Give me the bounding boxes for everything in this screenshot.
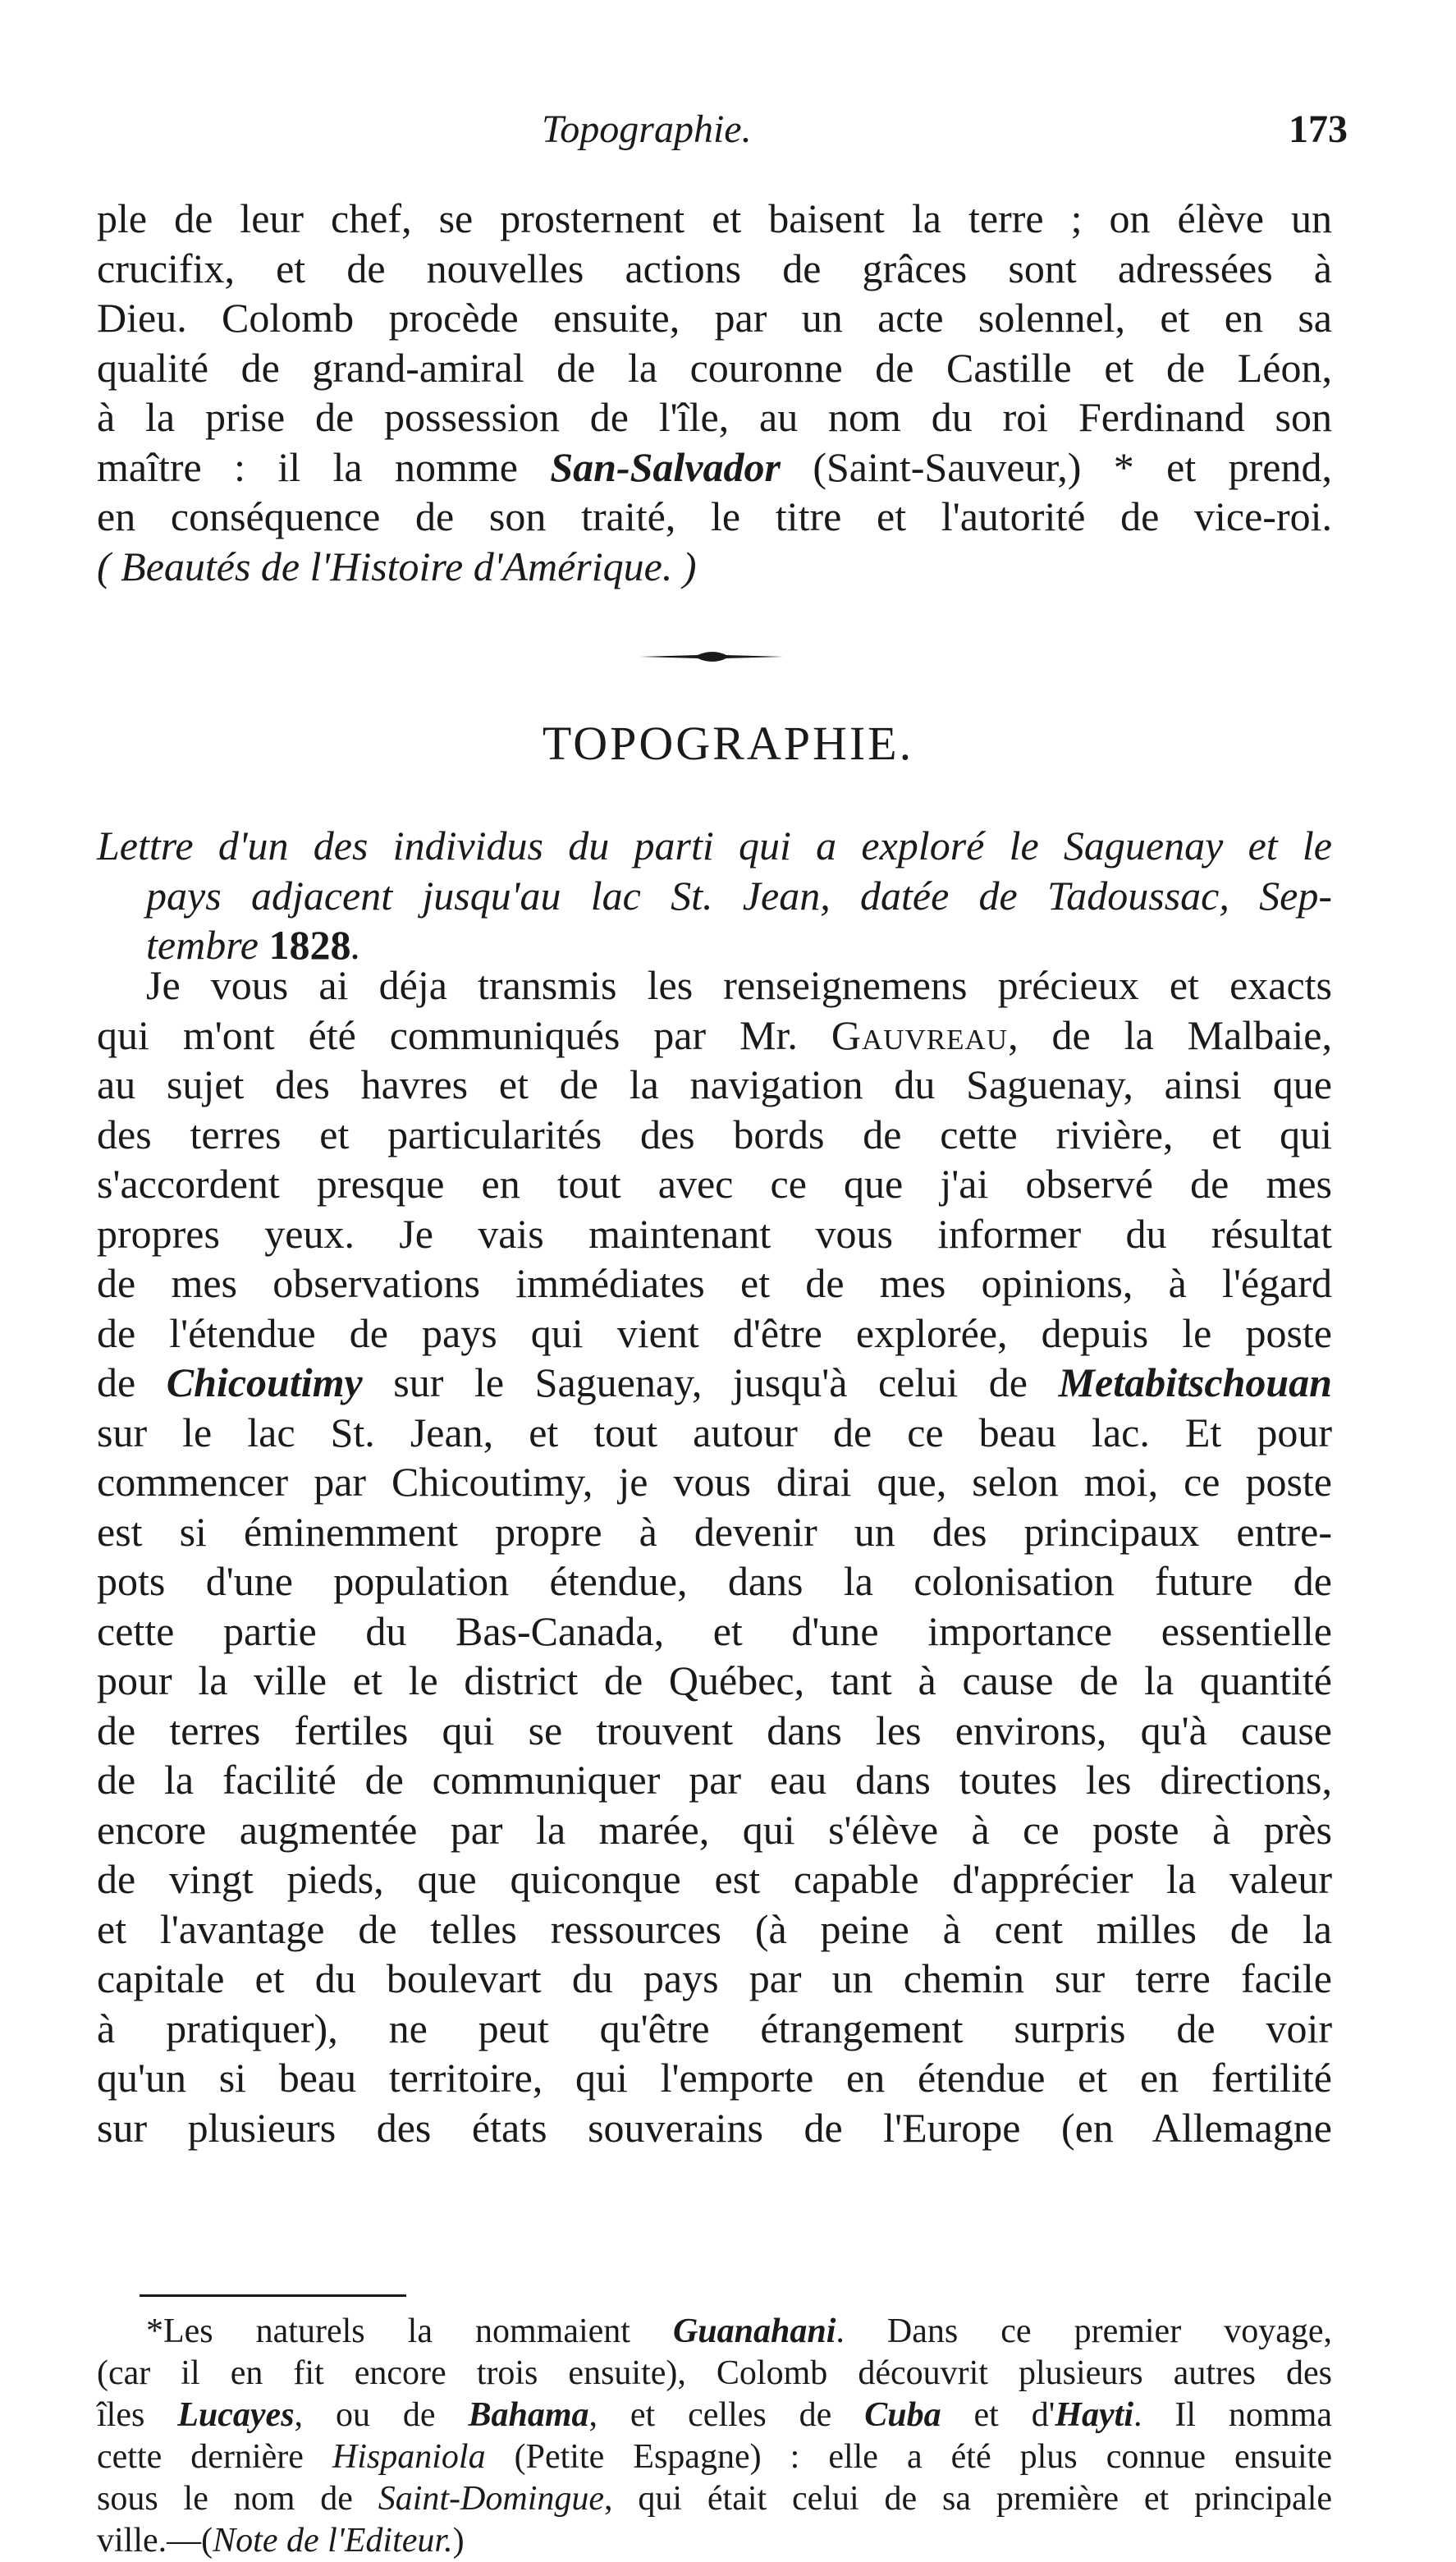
footnote-line: ville.—(Note de l'Editeur.) bbox=[97, 2522, 465, 2560]
editor-note: Note de l'Editeur. bbox=[213, 2522, 453, 2560]
text-line: Je vous ai déja transmis les renseignemens précieux et exacts bbox=[146, 962, 1332, 1008]
place-name-guanahani: Guanahani bbox=[672, 2312, 836, 2350]
text-line: et l'avantage de telles ressources (à peine à cent milles de la bbox=[97, 1905, 1332, 1952]
text-line: au sujet des havres et de la navigation du Saguenay, ainsi que bbox=[97, 1061, 1332, 1107]
text-line: pots d'une population étendue, dans la colonisation future de bbox=[97, 1558, 1332, 1604]
place-name-san-salvador: San-Salvador bbox=[550, 443, 781, 490]
heading-line: Lettre d'un des individus du parti qui a exploré le Saguenay et le bbox=[97, 823, 1332, 869]
running-title: Topographie. bbox=[542, 108, 752, 151]
place-name-saint-domingue: Saint-Domingue bbox=[378, 2480, 605, 2518]
text-line: qualité de grand-amiral de la couronne de Castille et de Léon, bbox=[97, 344, 1332, 391]
footnote-line: îles Lucayes, ou de Bahama, et celles de Cuba et d'Hayti. Il nomma bbox=[97, 2396, 1332, 2434]
text-line: de vingt pieds, que quiconque est capable d'apprécier la valeur bbox=[97, 1856, 1332, 1902]
text-line: s'accordent presque en tout avec ce que j'ai observé de mes bbox=[97, 1161, 1332, 1207]
text-line: qu'un si beau territoire, qui l'emporte en étendue et en fertilité bbox=[97, 2055, 1332, 2101]
text-line: sur plusieurs des états souverains de l'Europe (en Allemagne bbox=[97, 2104, 1332, 2151]
page-number: 173 bbox=[1289, 108, 1348, 151]
place-name-cuba: Cuba bbox=[864, 2396, 941, 2434]
footnote-line: *Les naturels la nommaient Guanahani. Dans ce premier voyage, bbox=[146, 2312, 1332, 2350]
text-line: encore augmentée par la marée, qui s'élève à ce poste à près bbox=[97, 1806, 1332, 1853]
text-line: maître : il la nomme San-Salvador (Saint-Sauveur,) * et prend, bbox=[97, 443, 1332, 490]
letter-heading bbox=[97, 821, 1332, 970]
text-line: capitale et du boulevart du pays par un chemin sur terre facile bbox=[97, 1955, 1332, 2001]
person-name-gauvreau: Gauvreau bbox=[831, 1011, 1009, 1058]
text-line: en conséquence de son traité, le titre et l'autorité de vice-roi. bbox=[97, 493, 1332, 539]
text-line: pour la ville et le district de Québec, tant à cause de la quantité bbox=[97, 1657, 1332, 1703]
running-head bbox=[0, 107, 1456, 164]
place-name-chicoutimy: Chicoutimy bbox=[166, 1359, 363, 1405]
text-line: crucifix, et de nouvelles actions de grâces sont adressées à bbox=[97, 245, 1332, 291]
text-line: de l'étendue de pays qui vient d'être explorée, depuis le poste bbox=[97, 1309, 1332, 1356]
footnote-line: cette dernière Hispaniola (Petite Espagne) : elle a été plus connue ensuite bbox=[97, 2438, 1332, 2476]
footnote-rule bbox=[140, 2294, 406, 2297]
place-name-hispaniola: Hispaniola bbox=[332, 2438, 486, 2476]
text-line: qui m'ont été communiqués par Mr. Gauvreau, de la Malbaie, bbox=[97, 1011, 1332, 1058]
text-line: à la prise de possession de l'île, au nom du roi Ferdinand son bbox=[97, 394, 1332, 440]
text-line: à pratiquer), ne peut qu'être étrangement surpris de voir bbox=[97, 2005, 1332, 2051]
footnote-line: (car il en fit encore trois ensuite), Colomb découvrit plusieurs autres des bbox=[97, 2354, 1332, 2392]
text-line: de Chicoutimy sur le Saguenay, jusqu'à celui de Metabitschouan bbox=[97, 1359, 1332, 1405]
text-line: sur le lac St. Jean, et tout autour de ce beau lac. Et pour bbox=[97, 1409, 1332, 1455]
footnote-line: sous le nom de Saint-Domingue, qui était celui de sa première et principale bbox=[97, 2480, 1332, 2518]
text-line: de terres fertiles qui se trouvent dans les environs, qu'à cause bbox=[97, 1707, 1332, 1753]
text-line: cette partie du Bas-Canada, et d'une importance essentielle bbox=[97, 1607, 1332, 1654]
place-name-lucayes: Lucayes bbox=[177, 2396, 295, 2434]
text-line: de mes observations immédiates et de mes opinions, à l'égard bbox=[97, 1260, 1332, 1306]
text-line: de la facilité de communiquer par eau dans toutes les directions, bbox=[97, 1757, 1332, 1803]
footnote bbox=[97, 2311, 1332, 2562]
place-name-hayti: Hayti bbox=[1055, 2396, 1134, 2434]
continuation-paragraph bbox=[97, 194, 1332, 591]
text-line: commencer par Chicoutimy, je vous dirai que, selon moi, ce poste bbox=[97, 1459, 1332, 1505]
place-name-bahama: Bahama bbox=[468, 2396, 589, 2434]
text-line: Dieu. Colomb procède ensuite, par un acte solennel, et en sa bbox=[97, 295, 1332, 341]
heading-year: 1828 bbox=[268, 922, 351, 968]
source-citation: ( Beautés de l'Histoire d'Amérique. ) bbox=[97, 543, 697, 589]
text-line: est si éminemment propre à devenir un des principaux entre- bbox=[97, 1508, 1332, 1555]
text-line: ple de leur chef, se prosternent et baisent la terre ; on élève un bbox=[97, 195, 1332, 241]
ornament-divider bbox=[640, 647, 784, 667]
place-name-metabitschouan: Metabitschouan bbox=[1058, 1359, 1332, 1405]
text-line: propres yeux. Je vais maintenant vous informer du résultat bbox=[97, 1210, 1332, 1257]
heading-line: tembre 1828. bbox=[146, 922, 361, 968]
heading-line: pays adjacent jusqu'au lac St. Jean, datée de Tadoussac, Sep- bbox=[146, 872, 1332, 919]
text-line: des terres et particularités des bords de cette rivière, et qui bbox=[97, 1111, 1332, 1157]
letter-body bbox=[97, 960, 1332, 2152]
section-title: TOPOGRAPHIE. bbox=[542, 717, 914, 770]
